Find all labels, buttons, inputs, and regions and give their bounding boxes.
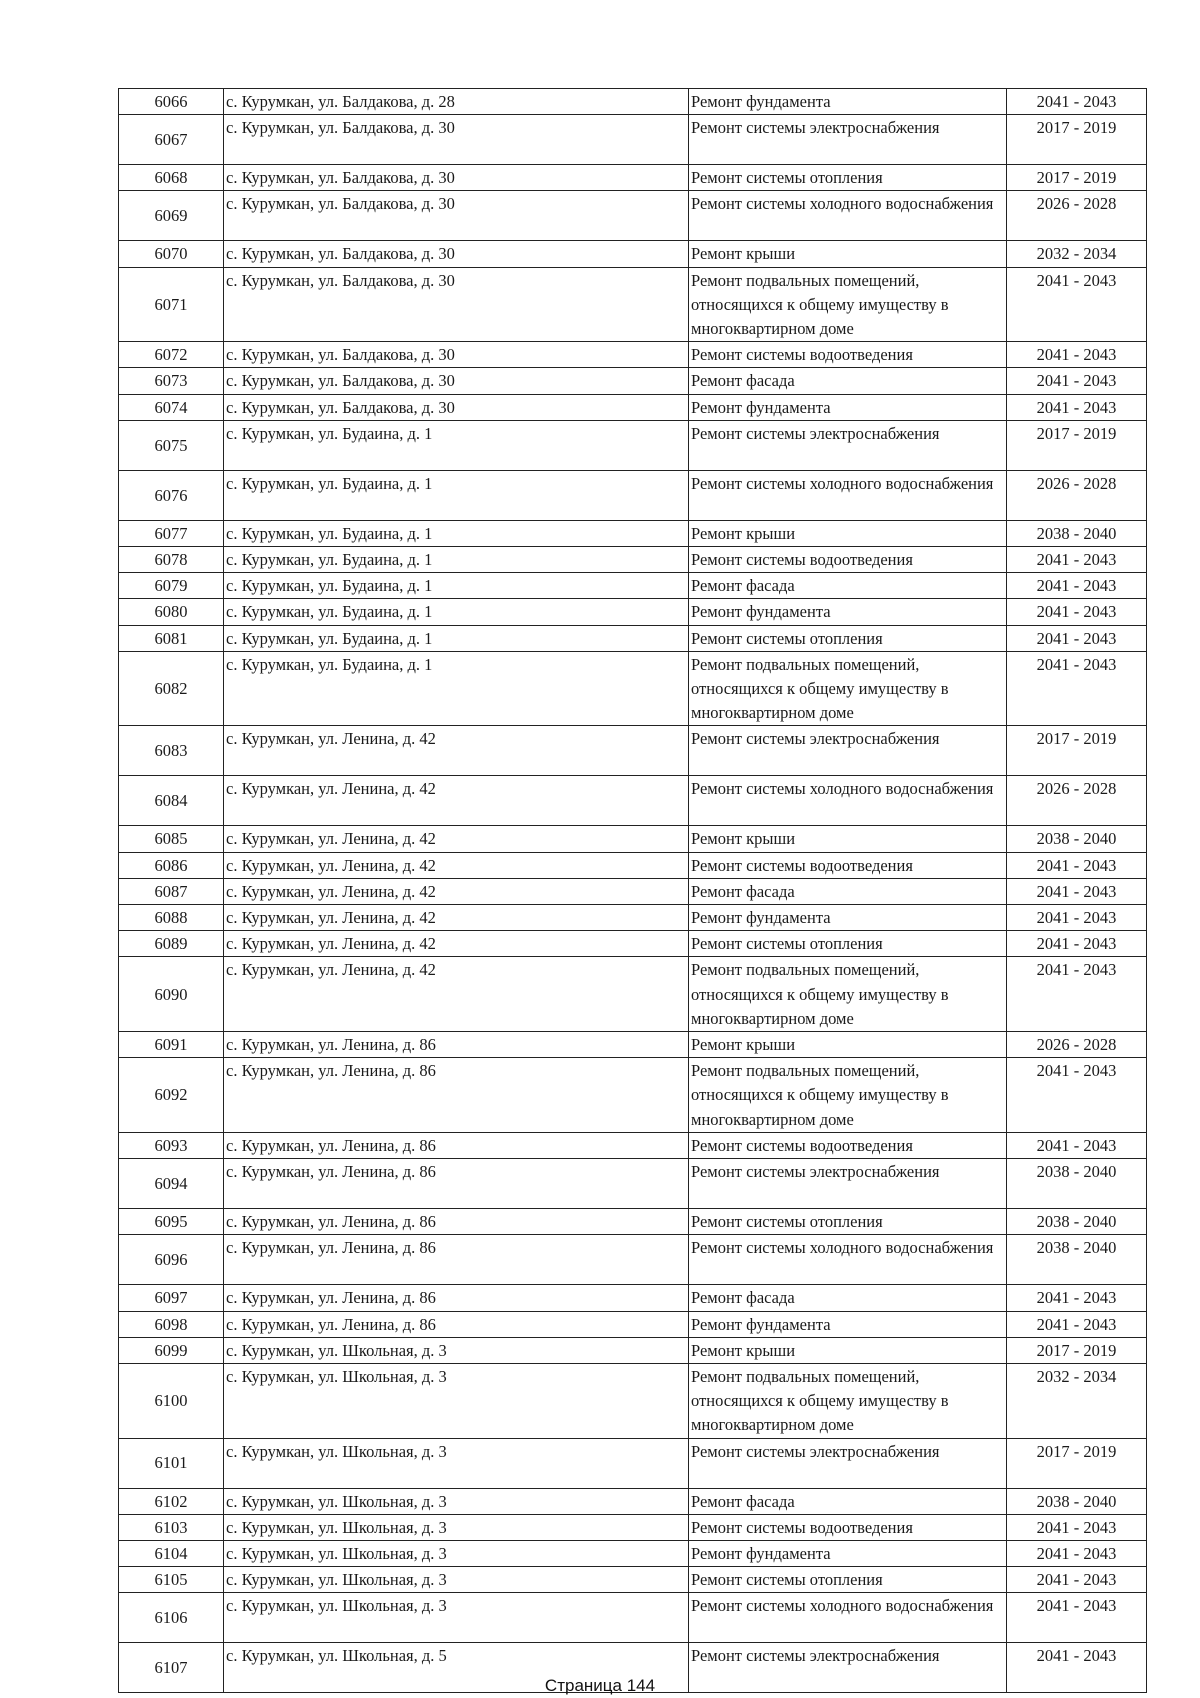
table-body: [119, 89, 1147, 1693]
address-cell: с. Курумкан, ул. Ленина, д. 42: [224, 931, 689, 957]
work-type-cell: Ремонт подвальных помещений, относящихся к общему имуществу в многоквартирном доме: [689, 1363, 1007, 1438]
work-type-cell: Ремонт подвальных помещений, относящихся к общему имуществу в многоквартирном доме: [689, 267, 1007, 342]
table-row: [119, 599, 1147, 625]
row-number-cell: 6092: [119, 1058, 224, 1133]
work-type-cell: Ремонт системы водоотведения: [689, 342, 1007, 368]
row-number-cell: 6105: [119, 1567, 224, 1593]
work-type-cell: Ремонт системы водоотведения: [689, 1514, 1007, 1540]
period-cell: 2032 - 2034: [1007, 241, 1147, 267]
address-cell: с. Курумкан, ул. Балдакова, д. 30: [224, 394, 689, 420]
row-number-cell: 6075: [119, 420, 224, 470]
table-row: [119, 776, 1147, 826]
period-cell: 2041 - 2043: [1007, 878, 1147, 904]
period-cell: 2026 - 2028: [1007, 470, 1147, 520]
work-type-cell: Ремонт системы водоотведения: [689, 852, 1007, 878]
work-type-cell: Ремонт фундамента: [689, 394, 1007, 420]
work-type-cell: Ремонт системы электроснабжения: [689, 1438, 1007, 1488]
row-number-cell: 6104: [119, 1540, 224, 1566]
address-cell: с. Курумкан, ул. Будаина, д. 1: [224, 547, 689, 573]
work-type-cell: Ремонт системы электроснабжения: [689, 726, 1007, 776]
period-cell: 2041 - 2043: [1007, 625, 1147, 651]
period-cell: 2017 - 2019: [1007, 1438, 1147, 1488]
table-row: [119, 1438, 1147, 1488]
table-row: [119, 625, 1147, 651]
address-cell: с. Курумкан, ул. Школьная, д. 3: [224, 1540, 689, 1566]
table-row: [119, 342, 1147, 368]
work-type-cell: Ремонт системы отопления: [689, 931, 1007, 957]
table-row: [119, 267, 1147, 342]
row-number-cell: 6084: [119, 776, 224, 826]
row-number-cell: 6093: [119, 1132, 224, 1158]
table-row: [119, 1159, 1147, 1209]
address-cell: с. Курумкан, ул. Балдакова, д. 30: [224, 165, 689, 191]
period-cell: 2032 - 2034: [1007, 1363, 1147, 1438]
period-cell: 2041 - 2043: [1007, 905, 1147, 931]
table-row: [119, 191, 1147, 241]
table-row: [119, 852, 1147, 878]
work-type-cell: Ремонт фундамента: [689, 905, 1007, 931]
address-cell: с. Курумкан, ул. Балдакова, д. 30: [224, 368, 689, 394]
work-type-cell: Ремонт фасада: [689, 1488, 1007, 1514]
address-cell: с. Курумкан, ул. Ленина, д. 42: [224, 878, 689, 904]
period-cell: 2041 - 2043: [1007, 1514, 1147, 1540]
row-number-cell: 6070: [119, 241, 224, 267]
address-cell: с. Курумкан, ул. Будаина, д. 1: [224, 573, 689, 599]
period-cell: 2041 - 2043: [1007, 1567, 1147, 1593]
period-cell: 2038 - 2040: [1007, 1209, 1147, 1235]
table-row: [119, 165, 1147, 191]
row-number-cell: 6101: [119, 1438, 224, 1488]
table-row: [119, 1567, 1147, 1593]
table-row: [119, 878, 1147, 904]
row-number-cell: 6098: [119, 1311, 224, 1337]
row-number-cell: 6086: [119, 852, 224, 878]
work-type-cell: Ремонт фундамента: [689, 1311, 1007, 1337]
period-cell: 2041 - 2043: [1007, 267, 1147, 342]
table-row: [119, 826, 1147, 852]
work-type-cell: Ремонт системы электроснабжения: [689, 115, 1007, 165]
address-cell: с. Курумкан, ул. Ленина, д. 86: [224, 1311, 689, 1337]
address-cell: с. Курумкан, ул. Ленина, д. 86: [224, 1209, 689, 1235]
address-cell: с. Курумкан, ул. Балдакова, д. 28: [224, 89, 689, 115]
row-number-cell: 6079: [119, 573, 224, 599]
address-cell: с. Курумкан, ул. Ленина, д. 42: [224, 905, 689, 931]
work-type-cell: Ремонт подвальных помещений, относящихся к общему имуществу в многоквартирном доме: [689, 1058, 1007, 1133]
address-cell: с. Курумкан, ул. Балдакова, д. 30: [224, 115, 689, 165]
table-row: [119, 520, 1147, 546]
period-cell: 2017 - 2019: [1007, 165, 1147, 191]
work-type-cell: Ремонт фасада: [689, 878, 1007, 904]
table-row: [119, 1032, 1147, 1058]
work-type-cell: Ремонт фасада: [689, 368, 1007, 394]
work-type-cell: Ремонт системы электроснабжения: [689, 420, 1007, 470]
row-number-cell: 6067: [119, 115, 224, 165]
row-number-cell: 6102: [119, 1488, 224, 1514]
row-number-cell: 6082: [119, 651, 224, 726]
table-row: [119, 368, 1147, 394]
period-cell: 2026 - 2028: [1007, 1032, 1147, 1058]
row-number-cell: 6073: [119, 368, 224, 394]
work-type-cell: Ремонт фундамента: [689, 1540, 1007, 1566]
period-cell: 2041 - 2043: [1007, 1593, 1147, 1643]
row-number-cell: 6097: [119, 1285, 224, 1311]
address-cell: с. Курумкан, ул. Балдакова, д. 30: [224, 342, 689, 368]
address-cell: с. Курумкан, ул. Школьная, д. 5: [224, 1643, 689, 1693]
period-cell: 2038 - 2040: [1007, 1488, 1147, 1514]
row-number-cell: 6080: [119, 599, 224, 625]
row-number-cell: 6103: [119, 1514, 224, 1540]
work-type-cell: Ремонт системы холодного водоснабжения: [689, 470, 1007, 520]
period-cell: 2041 - 2043: [1007, 957, 1147, 1032]
period-cell: 2041 - 2043: [1007, 342, 1147, 368]
work-type-cell: Ремонт системы отопления: [689, 625, 1007, 651]
work-type-cell: Ремонт фундамента: [689, 599, 1007, 625]
work-type-cell: Ремонт фундамента: [689, 89, 1007, 115]
address-cell: с. Курумкан, ул. Будаина, д. 1: [224, 651, 689, 726]
period-cell: 2038 - 2040: [1007, 826, 1147, 852]
period-cell: 2041 - 2043: [1007, 852, 1147, 878]
table-row: [119, 420, 1147, 470]
table-row: [119, 1209, 1147, 1235]
period-cell: 2041 - 2043: [1007, 1643, 1147, 1693]
period-cell: 2026 - 2028: [1007, 191, 1147, 241]
table-row: [119, 1058, 1147, 1133]
work-type-cell: Ремонт системы отопления: [689, 1209, 1007, 1235]
work-type-cell: Ремонт фасада: [689, 1285, 1007, 1311]
period-cell: 2017 - 2019: [1007, 115, 1147, 165]
period-cell: 2041 - 2043: [1007, 1285, 1147, 1311]
work-type-cell: Ремонт системы отопления: [689, 1567, 1007, 1593]
work-type-cell: Ремонт системы водоотведения: [689, 1132, 1007, 1158]
address-cell: с. Курумкан, ул. Балдакова, д. 30: [224, 267, 689, 342]
table-row: [119, 1311, 1147, 1337]
period-cell: 2017 - 2019: [1007, 420, 1147, 470]
row-number-cell: 6071: [119, 267, 224, 342]
work-type-cell: Ремонт фасада: [689, 573, 1007, 599]
work-type-cell: Ремонт крыши: [689, 520, 1007, 546]
address-cell: с. Курумкан, ул. Ленина, д. 42: [224, 776, 689, 826]
period-cell: 2041 - 2043: [1007, 931, 1147, 957]
period-cell: 2041 - 2043: [1007, 599, 1147, 625]
period-cell: 2041 - 2043: [1007, 1058, 1147, 1133]
work-type-cell: Ремонт подвальных помещений, относящихся к общему имуществу в многоквартирном доме: [689, 957, 1007, 1032]
address-cell: с. Курумкан, ул. Ленина, д. 42: [224, 957, 689, 1032]
address-cell: с. Курумкан, ул. Будаина, д. 1: [224, 420, 689, 470]
address-cell: с. Курумкан, ул. Ленина, д. 86: [224, 1285, 689, 1311]
period-cell: 2041 - 2043: [1007, 547, 1147, 573]
period-cell: 2017 - 2019: [1007, 726, 1147, 776]
table-row: [119, 651, 1147, 726]
table-row: [119, 1285, 1147, 1311]
row-number-cell: 6100: [119, 1363, 224, 1438]
period-cell: 2041 - 2043: [1007, 89, 1147, 115]
address-cell: с. Курумкан, ул. Будаина, д. 1: [224, 625, 689, 651]
address-cell: с. Курумкан, ул. Ленина, д. 42: [224, 852, 689, 878]
address-cell: с. Курумкан, ул. Балдакова, д. 30: [224, 191, 689, 241]
table-row: [119, 1488, 1147, 1514]
period-cell: 2041 - 2043: [1007, 368, 1147, 394]
address-cell: с. Курумкан, ул. Школьная, д. 3: [224, 1488, 689, 1514]
address-cell: с. Курумкан, ул. Школьная, д. 3: [224, 1514, 689, 1540]
address-cell: с. Курумкан, ул. Школьная, д. 3: [224, 1438, 689, 1488]
address-cell: с. Курумкан, ул. Балдакова, д. 30: [224, 241, 689, 267]
table-row: [119, 1514, 1147, 1540]
work-type-cell: Ремонт крыши: [689, 1337, 1007, 1363]
row-number-cell: 6091: [119, 1032, 224, 1058]
table-row: [119, 726, 1147, 776]
address-cell: с. Курумкан, ул. Школьная, д. 3: [224, 1363, 689, 1438]
address-cell: с. Курумкан, ул. Школьная, д. 3: [224, 1567, 689, 1593]
row-number-cell: 6095: [119, 1209, 224, 1235]
table-row: [119, 1363, 1147, 1438]
work-type-cell: Ремонт крыши: [689, 826, 1007, 852]
row-number-cell: 6088: [119, 905, 224, 931]
table-row: [119, 115, 1147, 165]
address-cell: с. Курумкан, ул. Ленина, д. 86: [224, 1235, 689, 1285]
table-row: [119, 547, 1147, 573]
work-type-cell: Ремонт системы отопления: [689, 165, 1007, 191]
row-number-cell: 6106: [119, 1593, 224, 1643]
table-row: [119, 1132, 1147, 1158]
row-number-cell: 6087: [119, 878, 224, 904]
address-cell: с. Курумкан, ул. Ленина, д. 86: [224, 1032, 689, 1058]
period-cell: 2041 - 2043: [1007, 651, 1147, 726]
work-type-cell: Ремонт подвальных помещений, относящихся к общему имуществу в многоквартирном доме: [689, 651, 1007, 726]
address-cell: с. Курумкан, ул. Ленина, д. 86: [224, 1058, 689, 1133]
table-row: [119, 470, 1147, 520]
work-type-cell: Ремонт крыши: [689, 241, 1007, 267]
address-cell: с. Курумкан, ул. Ленина, д. 42: [224, 826, 689, 852]
row-number-cell: 6074: [119, 394, 224, 420]
period-cell: 2038 - 2040: [1007, 1235, 1147, 1285]
period-cell: 2041 - 2043: [1007, 1540, 1147, 1566]
repair-schedule-table: [118, 88, 1147, 1693]
row-number-cell: 6078: [119, 547, 224, 573]
address-cell: с. Курумкан, ул. Ленина, д. 86: [224, 1132, 689, 1158]
address-cell: с. Курумкан, ул. Будаина, д. 1: [224, 599, 689, 625]
row-number-cell: 6099: [119, 1337, 224, 1363]
address-cell: с. Курумкан, ул. Будаина, д. 1: [224, 520, 689, 546]
row-number-cell: 6096: [119, 1235, 224, 1285]
table-row: [119, 1235, 1147, 1285]
row-number-cell: 6066: [119, 89, 224, 115]
table-row: [119, 1337, 1147, 1363]
address-cell: с. Курумкан, ул. Ленина, д. 42: [224, 726, 689, 776]
work-type-cell: Ремонт системы холодного водоснабжения: [689, 776, 1007, 826]
table-row: [119, 241, 1147, 267]
period-cell: 2041 - 2043: [1007, 1132, 1147, 1158]
row-number-cell: 6107: [119, 1643, 224, 1693]
address-cell: с. Курумкан, ул. Школьная, д. 3: [224, 1337, 689, 1363]
address-cell: с. Курумкан, ул. Ленина, д. 86: [224, 1159, 689, 1209]
table-row: [119, 394, 1147, 420]
row-number-cell: 6094: [119, 1159, 224, 1209]
work-type-cell: Ремонт системы холодного водоснабжения: [689, 1235, 1007, 1285]
address-cell: с. Курумкан, ул. Будаина, д. 1: [224, 470, 689, 520]
address-cell: с. Курумкан, ул. Школьная, д. 3: [224, 1593, 689, 1643]
period-cell: 2041 - 2043: [1007, 394, 1147, 420]
page-number: Страница 144: [544, 1676, 656, 1695]
work-type-cell: Ремонт системы электроснабжения: [689, 1643, 1007, 1693]
work-type-cell: Ремонт системы холодного водоснабжения: [689, 1593, 1007, 1643]
table-row: [119, 89, 1147, 115]
row-number-cell: 6076: [119, 470, 224, 520]
period-cell: 2038 - 2040: [1007, 1159, 1147, 1209]
period-cell: 2017 - 2019: [1007, 1337, 1147, 1363]
row-number-cell: 6090: [119, 957, 224, 1032]
row-number-cell: 6072: [119, 342, 224, 368]
row-number-cell: 6068: [119, 165, 224, 191]
table-row: [119, 1593, 1147, 1643]
row-number-cell: 6083: [119, 726, 224, 776]
table-row: [119, 931, 1147, 957]
row-number-cell: 6069: [119, 191, 224, 241]
table-row: [119, 957, 1147, 1032]
work-type-cell: Ремонт крыши: [689, 1032, 1007, 1058]
row-number-cell: 6089: [119, 931, 224, 957]
work-type-cell: Ремонт системы холодного водоснабжения: [689, 191, 1007, 241]
period-cell: 2041 - 2043: [1007, 573, 1147, 599]
period-cell: 2026 - 2028: [1007, 776, 1147, 826]
table-row: [119, 573, 1147, 599]
row-number-cell: 6085: [119, 826, 224, 852]
work-type-cell: Ремонт системы электроснабжения: [689, 1159, 1007, 1209]
period-cell: 2038 - 2040: [1007, 520, 1147, 546]
row-number-cell: 6077: [119, 520, 224, 546]
period-cell: 2041 - 2043: [1007, 1311, 1147, 1337]
table-row: [119, 905, 1147, 931]
work-type-cell: Ремонт системы водоотведения: [689, 547, 1007, 573]
table-row: [119, 1540, 1147, 1566]
row-number-cell: 6081: [119, 625, 224, 651]
